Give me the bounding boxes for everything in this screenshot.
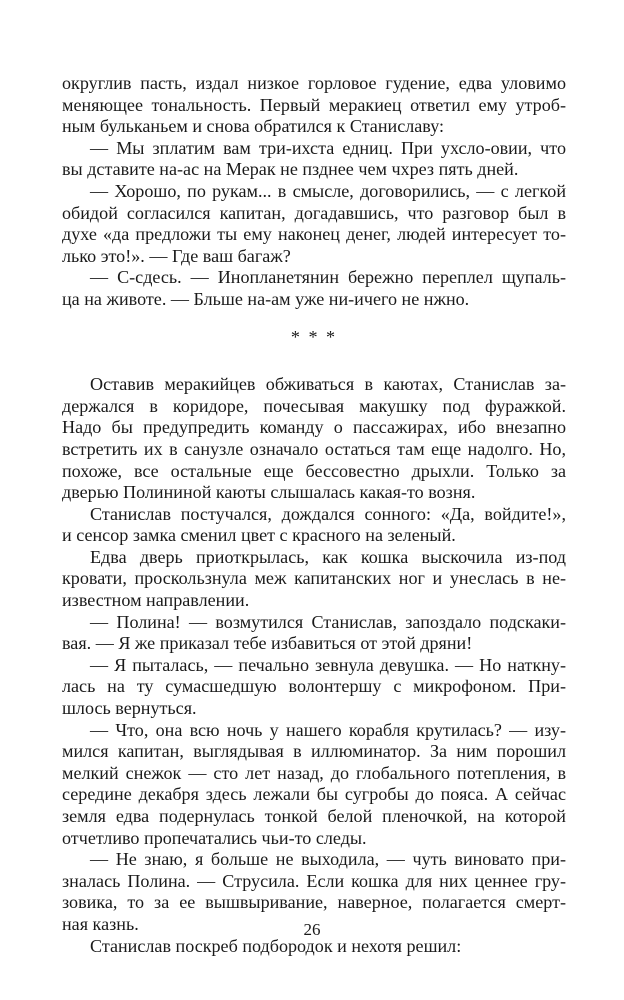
text-line: дверью Полининой каюты слышалась какая-то возня.: [62, 482, 476, 503]
text-line: кровати, проскользнула меж капитанских ног и унеслась в не-: [62, 568, 566, 589]
text-line: Оставив меракийцев обживаться в каютах, Станислав за-: [90, 374, 566, 395]
text-line: Надо бы предупредить команду о пассажирах, ибо внезапно: [62, 417, 566, 438]
text-line: — Что, она всю ночь у нашего корабля крутилась? — изу-: [90, 719, 566, 740]
text-line: мелкий снежок — сто лет назад, до глобального потепления, в: [62, 762, 566, 783]
text-line: вая. — Я же приказал тебе избавиться от этой дряни!: [62, 633, 473, 654]
text-line: лько это!». — Где ваш багаж?: [62, 245, 291, 266]
text-line: Станислав поскреб подбородок и нехотя решил:: [90, 935, 462, 956]
text-line: и сенсор замка сменил цвет с красного на зеленый.: [62, 525, 456, 546]
text-line: ным бульканьем и снова обратился к Станиславу:: [62, 116, 445, 137]
text-line: округлив пасть, издал низкое горловое гудение, едва уловимо: [62, 73, 566, 93]
text-line: зовика, то за ее вышвыривание, наверное, полагается смерт-: [62, 892, 566, 913]
text-line: — Хорошо, по рукам... в смысле, договорились, — с легкой: [90, 180, 566, 201]
text-line: меняющее тональность. Первый меракиец ответил ему утроб-: [62, 94, 566, 115]
text-line: середине декабря здесь лежали бы сугробы до пояса. А сейчас: [62, 784, 566, 805]
text-line: встретить их в санузле означало остаться там еще надолго. Но,: [62, 438, 566, 459]
text-line: духе «да предложи ты ему наконец денег, людей интересует то-: [62, 224, 566, 245]
text-line: — Мы зплатим вам три-ихста едниц. При ухсло-овии, что: [90, 137, 566, 158]
text-line: Станислав постучался, дождался сонного: «Да, войдите!»,: [90, 503, 566, 524]
text-line: зналась Полина. — Струсила. Если кошка для них ценнее гру-: [62, 870, 566, 891]
text-line: мился капитан, выглядывая в иллюминатор. За ним порошил: [62, 741, 566, 762]
text-line: ная казнь.: [62, 913, 139, 934]
text-line: Едва дверь приоткрылась, как кошка выскочила из-под: [90, 546, 566, 567]
text-line: земля едва подернулась тонкой белой пленочкой, на которой: [62, 806, 566, 826]
text-line: вы дставите на-ас на Мерак не пзднее чем чхрез пять дней.: [62, 159, 519, 180]
text-line: обидой согласился капитан, догадавшись, что разговор был в: [62, 202, 566, 223]
text-line: лась на ту сумасшедшую волонтершу с микрофоном. При-: [62, 676, 566, 697]
text-line: похоже, все остальные еще бессовестно дрыхли. Только за: [62, 460, 566, 481]
text-line: — С-сдесь. — Инопланетянин бережно переплел щупаль-: [90, 267, 566, 288]
page-text: [62, 73, 566, 957]
text-line: известном направлении.: [62, 590, 250, 611]
text-line: — Не знаю, я больше не выходила, — чуть виновато при-: [90, 849, 566, 870]
text-line: держался в коридоре, почесывая макушку под фуражкой.: [62, 395, 566, 416]
text-line: — Полина! — возмутился Станислав, запоздало подскаки-: [90, 611, 566, 632]
page-number: 26: [303, 920, 321, 939]
section-separator: * * *: [290, 326, 338, 347]
text-line: ца на животе. — Бльше на-ам уже ни-ичего не нжно.: [62, 288, 470, 309]
text-line: — Я пыталась, — печально зевнула девушка. — Но наткну-: [90, 654, 566, 675]
text-line: отчетливо пропечатались чьи-то следы.: [62, 827, 367, 848]
text-line: шлось вернуться.: [62, 698, 197, 719]
